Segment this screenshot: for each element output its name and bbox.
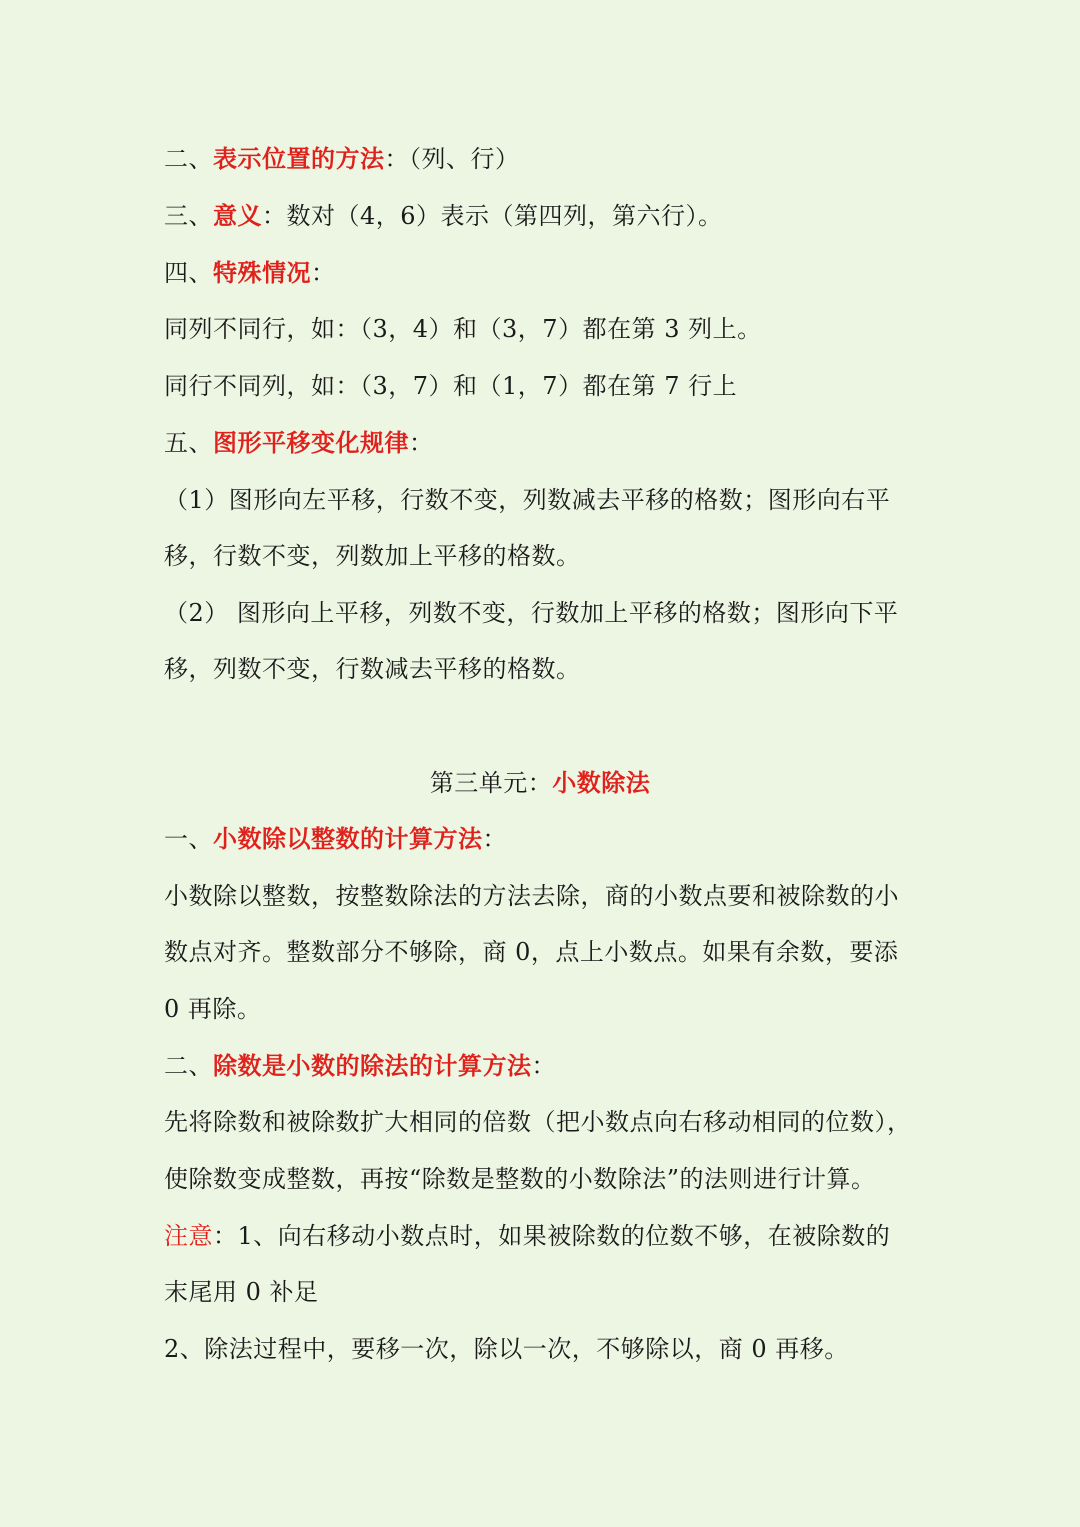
section-2-rest: ：（列、行） (384, 145, 520, 173)
division-2-heading (164, 1049, 924, 1083)
note-line-1-text: ：1、向右移动小数点时，如果被除数的位数不够，在被除数的 (213, 1222, 891, 1250)
note-label: 注意 (164, 1222, 213, 1250)
division-2-text-line-1: 先将除数和被除数扩大相同的倍数（把小数点向右移动相同的位数）， (164, 1108, 912, 1136)
rule-1-line-1: （1）图形向左平移，行数不变，列数减去平移的格数；图形向右平 (164, 486, 891, 514)
section-3-title: 意义 (213, 201, 262, 230)
section-4-prefix: 四、 (164, 259, 213, 287)
unit-3-name: 小数除法 (552, 768, 651, 797)
case-same-column: 同列不同行，如：（3，4）和（3，7）都在第 3 列上。 (164, 315, 762, 343)
division-2-title: 除数是小数的除法的计算方法 (213, 1051, 532, 1080)
note-line-2: 末尾用 0 补足 (164, 1278, 319, 1306)
rule-2-line-1: （2） 图形向上平移，列数不变，行数加上平移的格数；图形向下平 (164, 599, 899, 627)
case-same-row: 同行不同列，如：（3，7）和（1，7）都在第 7 行上 (164, 372, 738, 400)
rule-2-line-2: 移，列数不变，行数减去平移的格数。 (164, 655, 581, 683)
section-2-prefix: 二、 (164, 145, 213, 173)
section-5-title: 图形平移变化规律 (213, 428, 409, 457)
section-4-rest: ： (311, 259, 336, 287)
section-4-heading (164, 256, 924, 290)
rule-1-line-2: 移，行数不变，列数加上平移的格数。 (164, 542, 581, 570)
section-3-prefix: 三、 (164, 202, 213, 230)
division-1-rest: ： (482, 825, 507, 853)
section-3-rest: ：数对（4，6）表示（第四列，第六行）。 (262, 202, 723, 230)
division-2-rest: ： (531, 1052, 556, 1080)
division-1-heading (164, 822, 924, 856)
section-5-rest: ： (409, 429, 434, 457)
division-1-text-line-1: 小数除以整数，按整数除法的方法去除，商的小数点要和被除数的小 (164, 882, 899, 910)
division-1-text-line-3: 0 再除。 (164, 995, 262, 1023)
section-2-heading (164, 142, 924, 176)
division-1-title: 小数除以整数的计算方法 (213, 824, 483, 853)
note-line-3: 2、除法过程中，要移一次，除以一次，不够除以，商 0 再移。 (164, 1335, 849, 1363)
unit-3-prefix: 第三单元： (429, 769, 553, 797)
unit-3-title (0, 766, 1080, 800)
division-1-text-line-2: 数点对齐。整数部分不够除，商 0，点上小数点。如果有余数，要添 (164, 938, 899, 966)
division-2-text-line-2: 使除数变成整数，再按“除数是整数的小数除法”的法则进行计算。 (164, 1165, 876, 1193)
division-2-prefix: 二、 (164, 1052, 213, 1080)
note-line-1 (164, 1219, 924, 1253)
division-1-prefix: 一、 (164, 825, 213, 853)
section-4-title: 特殊情况 (213, 258, 311, 287)
section-2-title: 表示位置的方法 (213, 144, 385, 173)
section-5-heading (164, 426, 924, 460)
section-3-heading (164, 199, 924, 233)
section-5-prefix: 五、 (164, 429, 213, 457)
